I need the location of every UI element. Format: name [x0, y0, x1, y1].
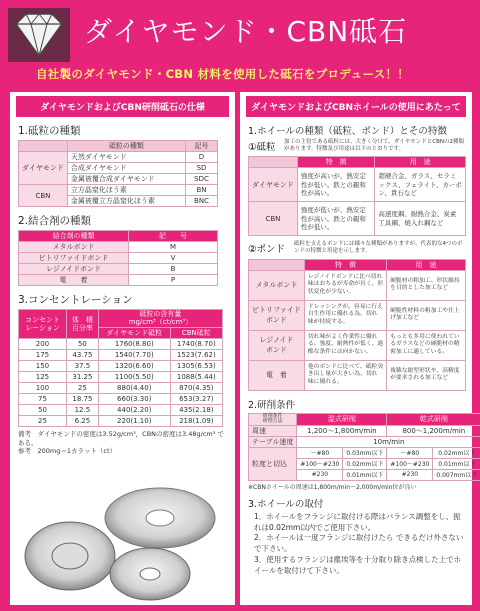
gf-use: 高速度鋼、耐熱合金、炭素工具鋼、焼入れ鋼など: [375, 202, 466, 236]
conc-value: 175: [19, 349, 67, 360]
table-row: [19, 185, 218, 196]
volume-value: 18.75: [66, 393, 98, 404]
table-row: [19, 253, 218, 264]
grain-intro: [248, 139, 466, 153]
diamond-content: 440(2.20): [98, 404, 170, 415]
feed-label: 粒度と切込: [249, 447, 297, 480]
diamond-content: 1540(7.70): [98, 349, 170, 360]
cond-header: 研削条件 研削方法: [249, 413, 297, 425]
diamond-content: 1320(6.60): [98, 360, 170, 371]
list-item: 3．使用するフランジは塵埃等を十分取り除き点検した上でホイールを取付けて下さい。: [254, 555, 462, 576]
table-row: [249, 168, 466, 202]
table-row: [19, 382, 223, 393]
gf-use: 超硬合金、ガラス、セラミックス、フェライト、カーボン、貴石など: [375, 168, 466, 202]
conc-header: コンセント レーション: [19, 310, 67, 339]
grain-name: 金属被覆合成ダイヤモンド: [67, 174, 185, 185]
bf-feature: ドレッシングが、容易に行え自生作用に優れる為、切れ味が持続する。: [304, 300, 386, 330]
gf-feature: 強度が高いが、熱安定性が低い。鉄との親和性が高い。: [297, 168, 375, 202]
table-row: [19, 404, 223, 415]
conc-value: 25: [19, 415, 67, 426]
bond-symbol: M: [129, 242, 218, 253]
table-row: [19, 360, 223, 371]
header: [0, 0, 480, 90]
table-row: [19, 338, 223, 349]
concentration-section-title: 3.コンセントレーション: [18, 294, 133, 306]
conc-value: 200: [19, 338, 67, 349]
bf-header-blank: [249, 259, 305, 270]
gf-feature: 強度が低いが、熱安定性が高い。鉄との親和性が低い。: [297, 202, 375, 236]
dry-grit: #100〜#230: [387, 458, 433, 469]
volume-value: 25: [66, 382, 98, 393]
bond-name: レジノイドボンド: [19, 264, 129, 275]
volume-value: 6.25: [66, 415, 98, 426]
dry-grit: #230: [387, 469, 433, 480]
grain-type-table: [18, 140, 218, 207]
bond-type-table: [18, 230, 218, 286]
diamond-content: 1100(5.50): [98, 371, 170, 382]
bf-use: 複雑な総型形状や、高精度が要求される加工など: [387, 360, 466, 390]
conc-value: 125: [19, 371, 67, 382]
volume-header: 体 積 百分率: [66, 310, 98, 339]
wet-grit: 〜#80: [297, 447, 343, 458]
grain-header-blank: [19, 141, 68, 152]
table-row: [19, 275, 218, 286]
bond-name: メタルボンド: [19, 242, 129, 253]
grain-subtitle: ①砥粒: [248, 142, 276, 153]
list-item: 2．ホイールは一度フランジに取付けたら できるだけ外さないで下さい。: [254, 533, 464, 554]
table-row: [19, 415, 223, 426]
wet-grit: #230: [297, 469, 343, 480]
bond-symbol: P: [129, 275, 218, 286]
bond-symbol: V: [129, 253, 218, 264]
grain-group-label: CBN: [19, 185, 68, 207]
wet-header: 湿式研削: [297, 413, 387, 425]
grinding-wheels-photo: [10, 476, 235, 604]
gf-header-use: 用 途: [375, 157, 466, 168]
content-header: 砥粒の含有量 mg/cm³（ct/cm³）: [98, 310, 222, 328]
dry-depth: 0.007mm以下: [433, 469, 480, 480]
mount-section-title: 3.ホイールの取付: [248, 498, 324, 510]
page-subtitle: 自社製のダイヤモンド・CBN 材料を使用した砥石をプロデュース！！: [36, 67, 410, 81]
grain-symbol: BNC: [186, 196, 218, 207]
bf-use: 硬脆性材料の粗加工や仕上げ加工など: [387, 300, 466, 330]
bf-header-feature: 特 徴: [304, 259, 386, 270]
speed-label: 周速: [249, 425, 297, 436]
conc-value: 100: [19, 382, 67, 393]
diamond-content: 660(3.30): [98, 393, 170, 404]
page-title: ダイヤモンド・CBN砥石: [84, 15, 408, 48]
grain-symbol: D: [186, 152, 218, 163]
grain-description: 加工の主役である砥粒には、大きく分けて、ダイヤモンドとCBNの2種類があります。特徴及び用途は以下のとおりです。: [284, 139, 465, 153]
conc-value: 50: [19, 404, 67, 415]
table-row: [249, 202, 466, 236]
grain-feature-table: [248, 156, 466, 236]
bond-symbol: B: [129, 264, 218, 275]
cbn-content: 1740(8.70): [170, 338, 222, 349]
cbn-content: 435(2.18): [170, 404, 222, 415]
bond-header-symbol: 記 号: [129, 231, 218, 242]
bf-use: もっとも多用に使われているガラスなどの硬脆材の精密加工に適している。: [387, 330, 466, 360]
grain-symbol: SDC: [186, 174, 218, 185]
usage-panel: [240, 92, 478, 605]
cbn-grain-header: CBN砥粒: [170, 327, 222, 338]
wet-speed: 1,200〜1,800m/min: [297, 425, 387, 436]
grain-header-type: 砥粒の種類: [67, 141, 185, 152]
dry-speed: 800〜1,200m/min: [387, 425, 480, 436]
bond-name: 電 着: [19, 275, 129, 286]
table-row: [249, 447, 480, 458]
bf-bond-label: レジノイド ボンド: [249, 330, 305, 360]
grinding-note: ※CBNホイールの周速は1,800m/min〜2,000m/min位が良い: [248, 483, 417, 491]
volume-value: 50: [66, 338, 98, 349]
wet-depth: 0.03mm以下: [343, 447, 387, 458]
grinding-condition-table: [248, 413, 480, 481]
table-speed-label: テーブル速度: [249, 436, 297, 447]
grain-name: 立方晶窒化ほう素: [67, 185, 185, 196]
table-speed-value: 10m/min: [297, 436, 480, 447]
cbn-content: 1523(7.62): [170, 349, 222, 360]
cbn-content: 1305(6.53): [170, 360, 222, 371]
bf-feature: レジノイドボンドに比べ切れ味はおちるが寿命が長く、形状変化が少ない。: [304, 270, 386, 300]
carat-note: 参考 200mg＝1カラット（ct）: [18, 447, 116, 456]
usage-panel-title: ダイヤモンドおよびCBNホイールの使用にあたって: [246, 96, 466, 117]
dry-depth: 0.02mm以下: [433, 447, 480, 458]
grain-symbol: SD: [186, 163, 218, 174]
bf-feature: 他のボンドに比べて、砥粒突き出し量が大きい為、切れ味に優れる。: [304, 360, 386, 390]
table-row: [249, 270, 466, 300]
bf-header-use: 用 途: [387, 259, 466, 270]
bond-subtitle: ②ボンド: [248, 244, 286, 256]
bf-use: 硬脆材の粗加工、形状維持を目的とした加工など: [387, 270, 466, 300]
spec-panel-title: ダイヤモンドおよびCBN研削砥石の仕様: [16, 96, 229, 117]
gf-grain-label: CBN: [249, 202, 298, 236]
grain-name: 天然ダイヤモンド: [67, 152, 185, 163]
grain-header-symbol: 記号: [186, 141, 218, 152]
diamond-grain-header: ダイヤモンド砥粒: [98, 327, 170, 338]
bond-header-type: 結合剤の種類: [19, 231, 129, 242]
volume-value: 31.25: [66, 371, 98, 382]
bf-bond-label: メタルボンド: [249, 270, 305, 300]
gf-header-feature: 特 徴: [297, 157, 375, 168]
wheel-type-section-title: 1.ホイールの種類（砥粒、ボンド）とその特徴: [248, 126, 447, 137]
grain-name: 金属被覆立方晶窒化ほう素: [67, 196, 185, 207]
bond-feature-table: [248, 259, 466, 391]
grain-section-title: 1.砥粒の種類: [18, 125, 81, 137]
wet-grit: #100〜#230: [297, 458, 343, 469]
concentration-table: [18, 309, 223, 427]
gf-grain-label: ダイヤモンド: [249, 168, 298, 202]
grain-symbol: BN: [186, 185, 218, 196]
bf-feature: 切れ味がよく作業性に優れる。強度、耐熱性が低く、過酷な条件には向かない。: [304, 330, 386, 360]
table-row: [249, 330, 466, 360]
grain-group-label: ダイヤモンド: [19, 152, 68, 185]
conc-value: 75: [19, 393, 67, 404]
table-row: [19, 349, 223, 360]
dry-grit: 〜#80: [387, 447, 433, 458]
grain-name: 合成ダイヤモンド: [67, 163, 185, 174]
bf-bond-label: 電 着: [249, 360, 305, 390]
table-row: [249, 436, 480, 447]
table-row: [19, 152, 218, 163]
table-row: [19, 393, 223, 404]
diamond-content: 220(1.10): [98, 415, 170, 426]
diamond-content: 880(4.40): [98, 382, 170, 393]
bf-bond-label: ビトリファイド ボンド: [249, 300, 305, 330]
table-row: [249, 360, 466, 390]
cbn-content: 870(4.35): [170, 382, 222, 393]
table-row: [19, 264, 218, 275]
cbn-content: 653(3.27): [170, 393, 222, 404]
cbn-content: 218(1.09): [170, 415, 222, 426]
concentration-note: [18, 430, 227, 456]
dry-header: 乾式研削: [387, 413, 480, 425]
dry-depth: 0.01mm以下: [433, 458, 480, 469]
table-row: [249, 300, 466, 330]
cbn-content: 1088(5.44): [170, 371, 222, 382]
volume-value: 43.75: [66, 349, 98, 360]
wet-depth: 0.01mm以下: [343, 469, 387, 480]
volume-value: 12.5: [66, 404, 98, 415]
bond-name: ビトリファイドボンド: [19, 253, 129, 264]
bond-intro: [248, 241, 466, 255]
conc-value: 150: [19, 360, 67, 371]
table-row: [19, 371, 223, 382]
table-row: [249, 425, 480, 436]
spec-panel: [10, 92, 235, 605]
gf-header-blank: [249, 157, 298, 168]
diamond-content: 1760(8.80): [98, 338, 170, 349]
grinding-section-title: 2.研削条件: [248, 399, 296, 411]
volume-value: 37.5: [66, 360, 98, 371]
list-item: 1．ホイールをフランジに取付ける際はバランス調整をし、振れは0.02mm以内でご使用下さい。: [254, 511, 461, 532]
density-note: 備考 ダイヤモンドの密度は3.52g/cm³，CBNの密度は3.48g/cm³ である。: [18, 429, 224, 447]
bond-description: 砥粒を支えるボンドには様々な種類がありますが、代表的な4つのボンドの特徴と用途を示します。: [294, 241, 463, 255]
table-row: [19, 242, 218, 253]
bond-section-title: 2.結合剤の種類: [18, 215, 92, 227]
diamond-logo-icon: [8, 8, 70, 62]
wet-depth: 0.02mm以下: [343, 458, 387, 469]
